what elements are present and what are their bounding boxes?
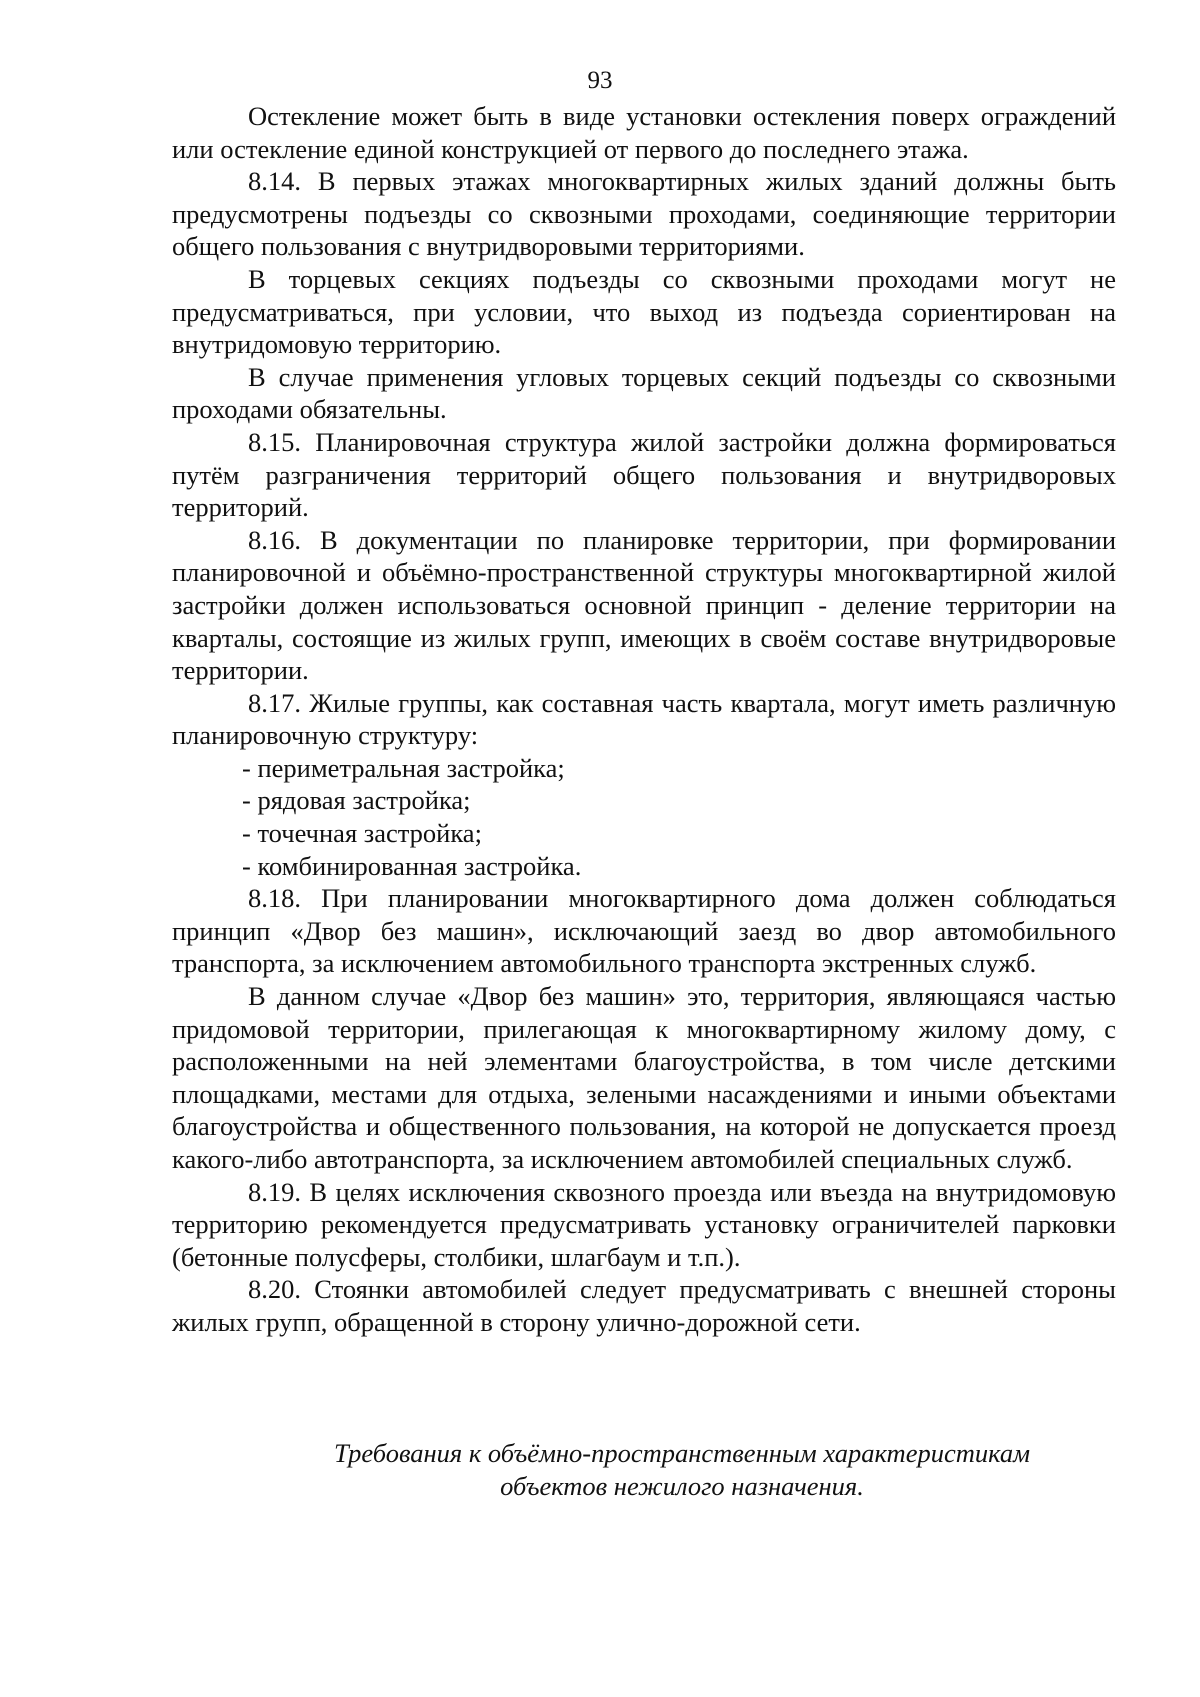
paragraph-8-14: 8.14. В первых этажах многоквартирных жилых зданий должны быть предусмотрены подъезды со сквозными проходами, соединяющие территории общего пользования с внутридворовыми территориями. (172, 166, 1116, 262)
paragraph-corner-sections: В случае применения угловых торцевых секций подъезды со сквозными проходами обязательны. (172, 361, 1116, 425)
paragraph-8-18: 8.18. При планировании многоквартирного дома должен соблюдаться принцип «Двор без машин», исключающий заезд во двор автомобильного транспорта, за исключением автомобильного транспорта экстренных служб. (172, 883, 1116, 979)
list-item-row: - рядовая застройка; (242, 785, 471, 816)
paragraph-8-20: 8.20. Стоянки автомобилей следует предусматривать с внешней стороны жилых групп, обращенной в сторону улично-дорожной сети. (172, 1274, 1116, 1337)
page-number: 93 (587, 67, 613, 94)
paragraph-glazing: Остекление может быть в виде установки остекления поверх ограждений или остекление единой конструкцией от первого до последнего этажа. (172, 101, 1116, 164)
list-item-combined: - комбинированная застройка. (242, 850, 582, 881)
paragraph-8-17: 8.17. Жилые группы, как составная часть квартала, могут иметь различную планировочную структуру: (172, 687, 1116, 751)
section-heading (172, 1437, 1116, 1502)
section-heading-line-2: объектов нежилого назначения. (500, 1470, 864, 1501)
list-item-perimeter: - периметральная застройка; (242, 752, 565, 783)
paragraph-8-19: 8.19. В целях исключения сквозного проезда или въезда на внутридомовую территорию рекомендуется предусматривать установку ограничителей парковки (бетонные полусферы, столбики, шлагбаум и т.п.). (172, 1176, 1116, 1272)
paragraph-yard-definition: В данном случае «Двор без машин» это, территория, являющаяся частью придомовой территории, прилегающая к многоквартирному жилому дому, с расположенными на ней элементами благоустройства, в том числе детскими площадками, местами для отдыха, зелеными насаждениями и иными объектами благоустройства и общественного пользования, на которой не допускается проезд какого-либо автотранспорта, за исключением автомобилей специальных служб. (172, 981, 1116, 1174)
list-item-point: - точечная застройка; (242, 818, 482, 849)
section-heading-line-1: Требования к объёмно-пространственным характеристикам (333, 1438, 1030, 1468)
paragraph-end-sections: В торцевых секциях подъезды со сквозными проходами могут не предусматриваться, при условии, что выход из подъезда сориентирован на внутридомовую территорию. (172, 263, 1116, 360)
body-text (172, 100, 1116, 1339)
paragraph-8-15: 8.15. Планировочная структура жилой застройки должна формироваться путём разграничения территорий общего пользования и внутридворовых территорий. (172, 426, 1116, 523)
paragraph-8-16: 8.16. В документации по планировке территории, при формировании планировочной и объёмно-пространственной структуры многоквартирной жилой застройки должен использоваться основной принцип - деление территории на кварталы, состоящие из жилых групп, имеющих в своём составе внутридворовые территории. (172, 524, 1116, 686)
